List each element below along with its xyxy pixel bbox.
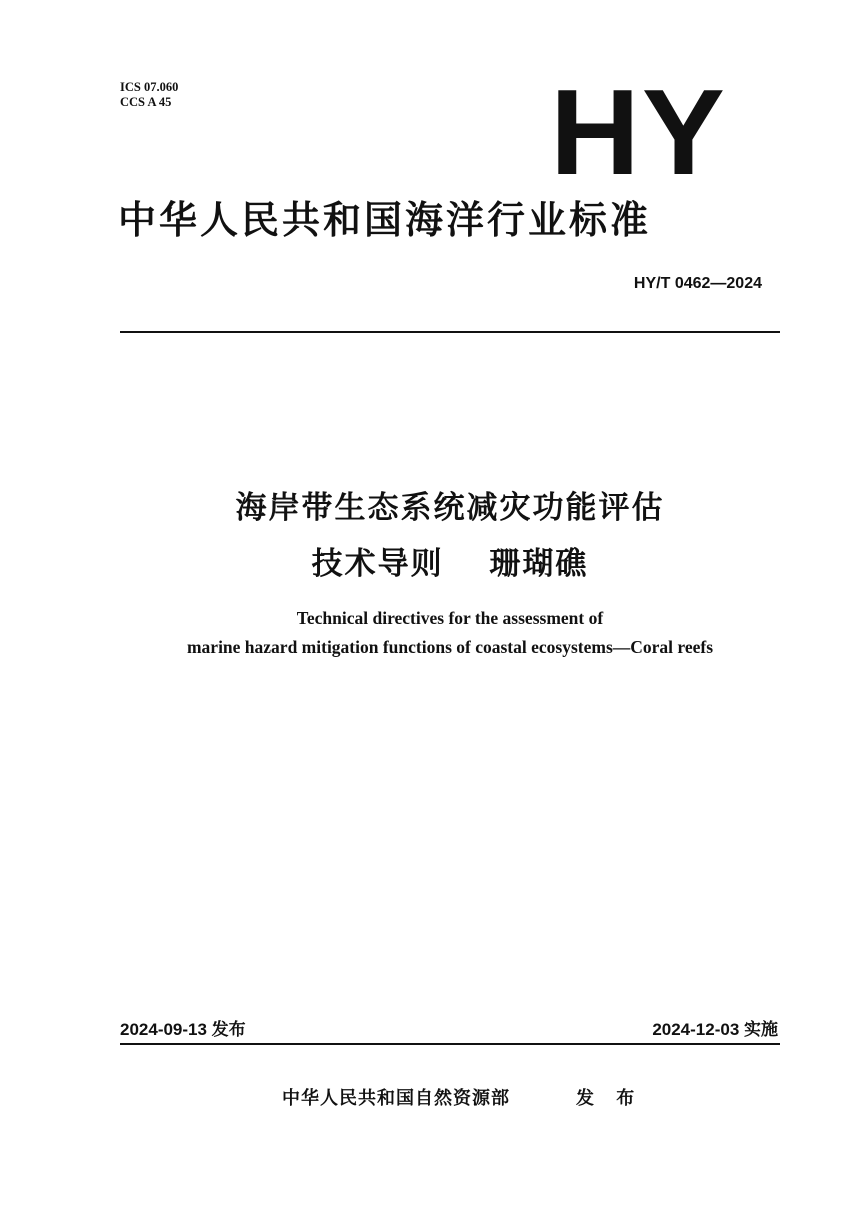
english-title-line-2: marine hazard mitigation functions of coastal ecosystems—Coral reefs (186, 637, 714, 657)
implementation-date: 2024-12-03 实施 (652, 1020, 778, 1039)
top-divider (120, 331, 780, 333)
bottom-divider (120, 1043, 780, 1045)
hy-logo: HY (550, 64, 727, 200)
ics-code: ICS 07.060 (120, 80, 179, 94)
english-title-line-1: Technical directives for the assessment of (296, 608, 604, 628)
chinese-title-line-1: 海岸带生态系统减灾功能评估 (235, 490, 665, 526)
standard-type-title: 中华人民共和国海洋行业标准 (118, 198, 652, 242)
issue-date: 2024-09-13 发布 (120, 1020, 246, 1039)
classification-codes (120, 80, 178, 110)
chinese-title-line-2: 技术导则 珊瑚礁 (311, 546, 589, 582)
publisher-name: 中华人民共和国自然资源部 (282, 1088, 510, 1109)
standard-code: HY/T 0462—2024 (633, 275, 762, 292)
ccs-code: CCS A 45 (120, 95, 172, 109)
publish-verb: 发 布 (576, 1088, 643, 1109)
